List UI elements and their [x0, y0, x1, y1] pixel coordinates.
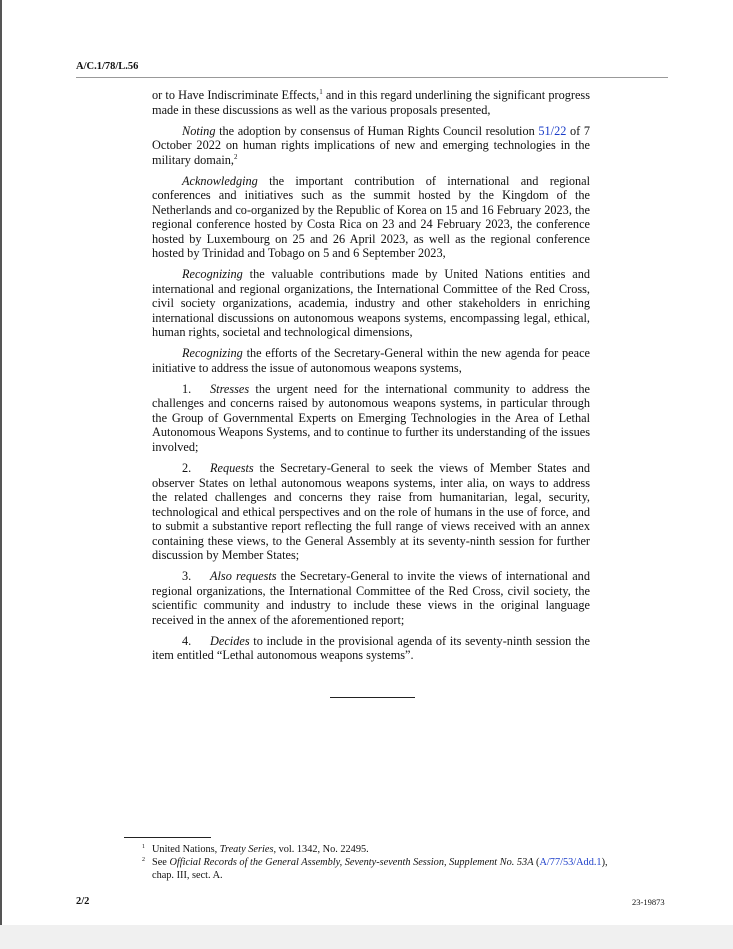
text: the Secretary-General to invite the views of international and regional organizations, the International Committee of the Red Cross, civil society, the scientific community and industry to include these views in the original language received in the annex of the aforementioned report; — [152, 569, 590, 627]
paragraph-number: 2. — [182, 461, 192, 476]
lead-word: Noting — [182, 123, 216, 138]
lead-word: Acknowledging — [182, 173, 258, 188]
text: to include in the provisional agenda of its seventy-ninth session the item entitled “Lethal autonomous weapons systems”. — [152, 633, 590, 663]
footnote-1: $^1$ United Nations, Treaty Series, vol. 1342, No. 22495. — [142, 844, 369, 855]
operative-paragraph-1 — [152, 382, 590, 455]
text: the urgent need for the international community to address the challenges and concerns raised by autonomous weapons systems, in particular through the Group of Governmental Experts on Emerging Technologies in the Area of Lethal Autonomous Weapons Systems, and to continue to further its understanding of the issues involved; — [152, 381, 590, 454]
document-symbol: A/C.1/78/L.56 — [76, 61, 139, 72]
text: the valuable contributions made by United Nations entities and international and regional organizations, the International Committee of the Red Cross, civil society organizations, academia, industry and other stakeholders in enriching international discussions on autonomous weapons systems, encompassing legal, ethical, human rights, societal and technological dimensions, — [152, 267, 590, 340]
resolution-link[interactable]: 51/22 — [538, 123, 567, 138]
text: the important contribution of international and regional conferences and initiatives such as the summit hosted by the Kingdom of the Netherlands and co-organized by the Republic of Korea on 15 and 16 February 2023, the regional conference hosted by Costa Rica on 23 and 24 February 2023, the conference hosted by Luxembourg on 25 and 26 April 2023, as well as the regional conference hosted by Trinidad and Tobago on 5 and 6 September 2023, — [152, 173, 590, 261]
lead-word: Recognizing — [182, 346, 243, 361]
footnote-rule — [124, 837, 211, 838]
document-link[interactable]: A/77/53/Add.1 — [539, 857, 602, 868]
operative-paragraph-3 — [152, 569, 590, 627]
paragraph-number: 4. — [182, 633, 192, 648]
text: , vol. 1342, No. 22495. — [273, 844, 369, 855]
text: ), chap. III, sect. A. — [152, 857, 608, 881]
paragraph — [152, 346, 590, 375]
header-rule — [76, 77, 668, 78]
text: the adoption by consensus of Human Rights Council resolution — [215, 123, 539, 138]
text: See — [152, 857, 170, 868]
paragraph-number: 3. — [182, 569, 192, 584]
footnote-2: $^2$ See Official Records of the General Assembly, Seventy-seventh Session, Supplement No. 53A (A/77/53/Add.1), chap. III, sect. A. — [142, 857, 608, 881]
text: Treaty Series — [219, 844, 274, 855]
paragraph — [152, 124, 590, 168]
document-number: 23-19873 — [632, 897, 665, 907]
text: of 7 October 2022 on human rights implications of new and emerging technologies in the military domain, — [152, 123, 590, 167]
lead-word: Requests — [210, 461, 254, 476]
lead-word: Recognizing — [182, 267, 243, 282]
operative-paragraph-4 — [152, 634, 590, 663]
footnote-ref[interactable]: 2 — [233, 152, 238, 161]
text: the efforts of the Secretary-General within the new agenda for peace initiative to address the issue of autonomous weapons systems, — [152, 346, 590, 375]
paragraph-number: 1. — [182, 381, 192, 396]
paragraph — [152, 88, 590, 117]
text: the Secretary-General to seek the views of Member States and observer States on lethal autonomous weapons systems, inter alia, on ways to address the related challenges and concerns they raise from humanitarian, legal, security, technological and ethical perspectives and on the role of humans in the use of force, and to submit a substantive report reflecting the full range of views received with an annex containing these views, to the General Assembly at its seventy-ninth session for further discussion by Member States; — [152, 461, 590, 563]
text: Official Records of the General Assembly, Seventy-seventh Session, Supplement No. 53A — [169, 857, 534, 868]
text: ( — [533, 857, 540, 868]
text: or to Have Indiscriminate Effects, — [152, 88, 320, 102]
paragraph — [152, 174, 590, 261]
paragraph — [152, 267, 590, 340]
lead-word: Decides — [210, 633, 250, 648]
document-body — [152, 88, 590, 669]
footnote-ref[interactable]: 1 — [319, 88, 323, 96]
page-number: 2/2 — [76, 896, 90, 907]
operative-paragraph-2 — [152, 461, 590, 563]
lead-word: Stresses — [210, 381, 250, 396]
text: United Nations, — [152, 844, 220, 855]
end-separator — [330, 697, 415, 698]
lead-word: Also requests — [210, 569, 277, 584]
text: and in this regard underlining the significant progress made in these discussions as well as the various proposals presented, — [152, 88, 591, 117]
footnotes — [142, 843, 612, 882]
